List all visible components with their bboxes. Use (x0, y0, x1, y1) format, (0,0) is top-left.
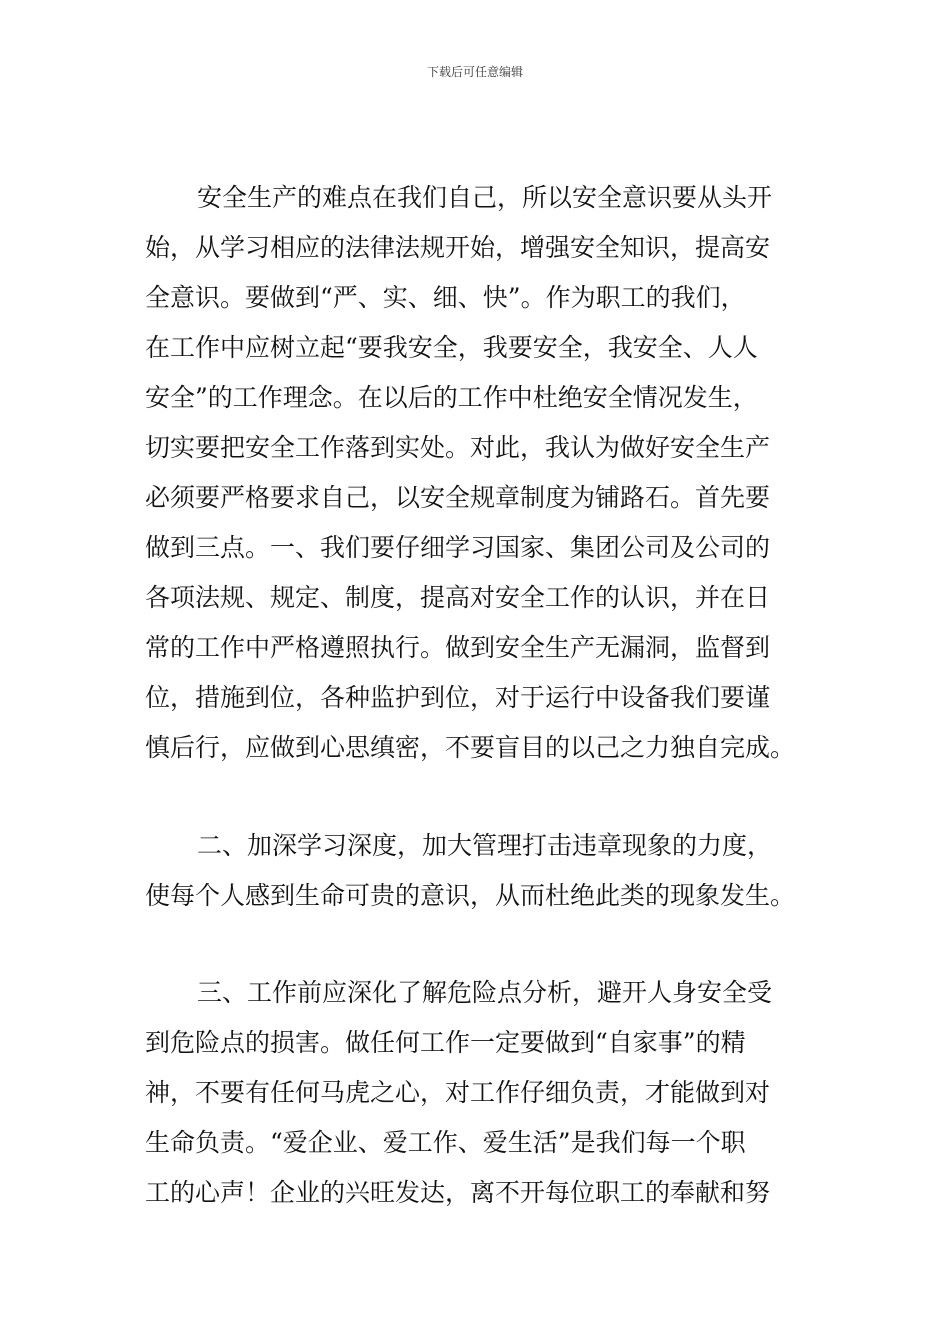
paragraph-3 (145, 968, 807, 1218)
paragraph-line: 生命负责。“爱企业、爱工作、爱生活”是我们每一个职 (145, 1128, 746, 1157)
page-header: 下载后可任意编辑 (426, 65, 523, 79)
paragraph-line: 三、工作前应深化了解危险点分析，避开人身安全受 (197, 978, 773, 1007)
paragraph-line: 神，不要有任何马虎之心，对工作仔细负责，才能做到对 (145, 1078, 771, 1107)
paragraph-2 (145, 821, 807, 921)
paragraph-line: 慎后行，应做到心思缜密，不要盲目的以己之力独自完成。 (145, 733, 796, 762)
paragraph-line: 在工作中应树立起“要我安全，我要安全，我安全、人人 (145, 333, 758, 362)
paragraph-line: 二、加深学习深度，加大管理打击违章现象的力度， (197, 831, 773, 860)
paragraph-line: 始，从学习相应的法律法规开始，增强安全知识，提高安 (145, 233, 771, 262)
paragraph-line: 安全生产的难点在我们自己，所以安全意识要从头开 (197, 183, 773, 212)
paragraph-line: 做到三点。一、我们要仔细学习国家、集团公司及公司的 (145, 533, 771, 562)
paragraph-line: 必须要严格要求自己，以安全规章制度为铺路石。首先要 (145, 483, 771, 512)
paragraph-line: 安全”的工作理念。在以后的工作中杜绝安全情况发生， (145, 383, 758, 412)
paragraph-line: 各项法规、规定、制度，提高对安全工作的认识，并在日 (145, 583, 771, 612)
paragraph-line: 位，措施到位，各种监护到位，对于运行中设备我们要谨 (145, 683, 771, 712)
paragraph-line: 切实要把安全工作落到实处。对此，我认为做好安全生产 (145, 433, 771, 462)
paragraph-line: 到危险点的损害。做任何工作一定要做到“自家事”的精 (145, 1028, 746, 1057)
paragraph-1 (145, 173, 807, 773)
paragraph-line: 工的心声！企业的兴旺发达，离不开每位职工的奉献和努 (145, 1178, 771, 1207)
paragraph-line: 使每个人感到生命可贵的意识，从而杜绝此类的现象发生。 (145, 881, 796, 910)
paragraph-line: 全意识。要做到“严、实、细、快”。作为职工的我们， (145, 283, 746, 312)
paragraph-line: 常的工作中严格遵照执行。做到安全生产无漏洞，监督到 (145, 633, 771, 662)
